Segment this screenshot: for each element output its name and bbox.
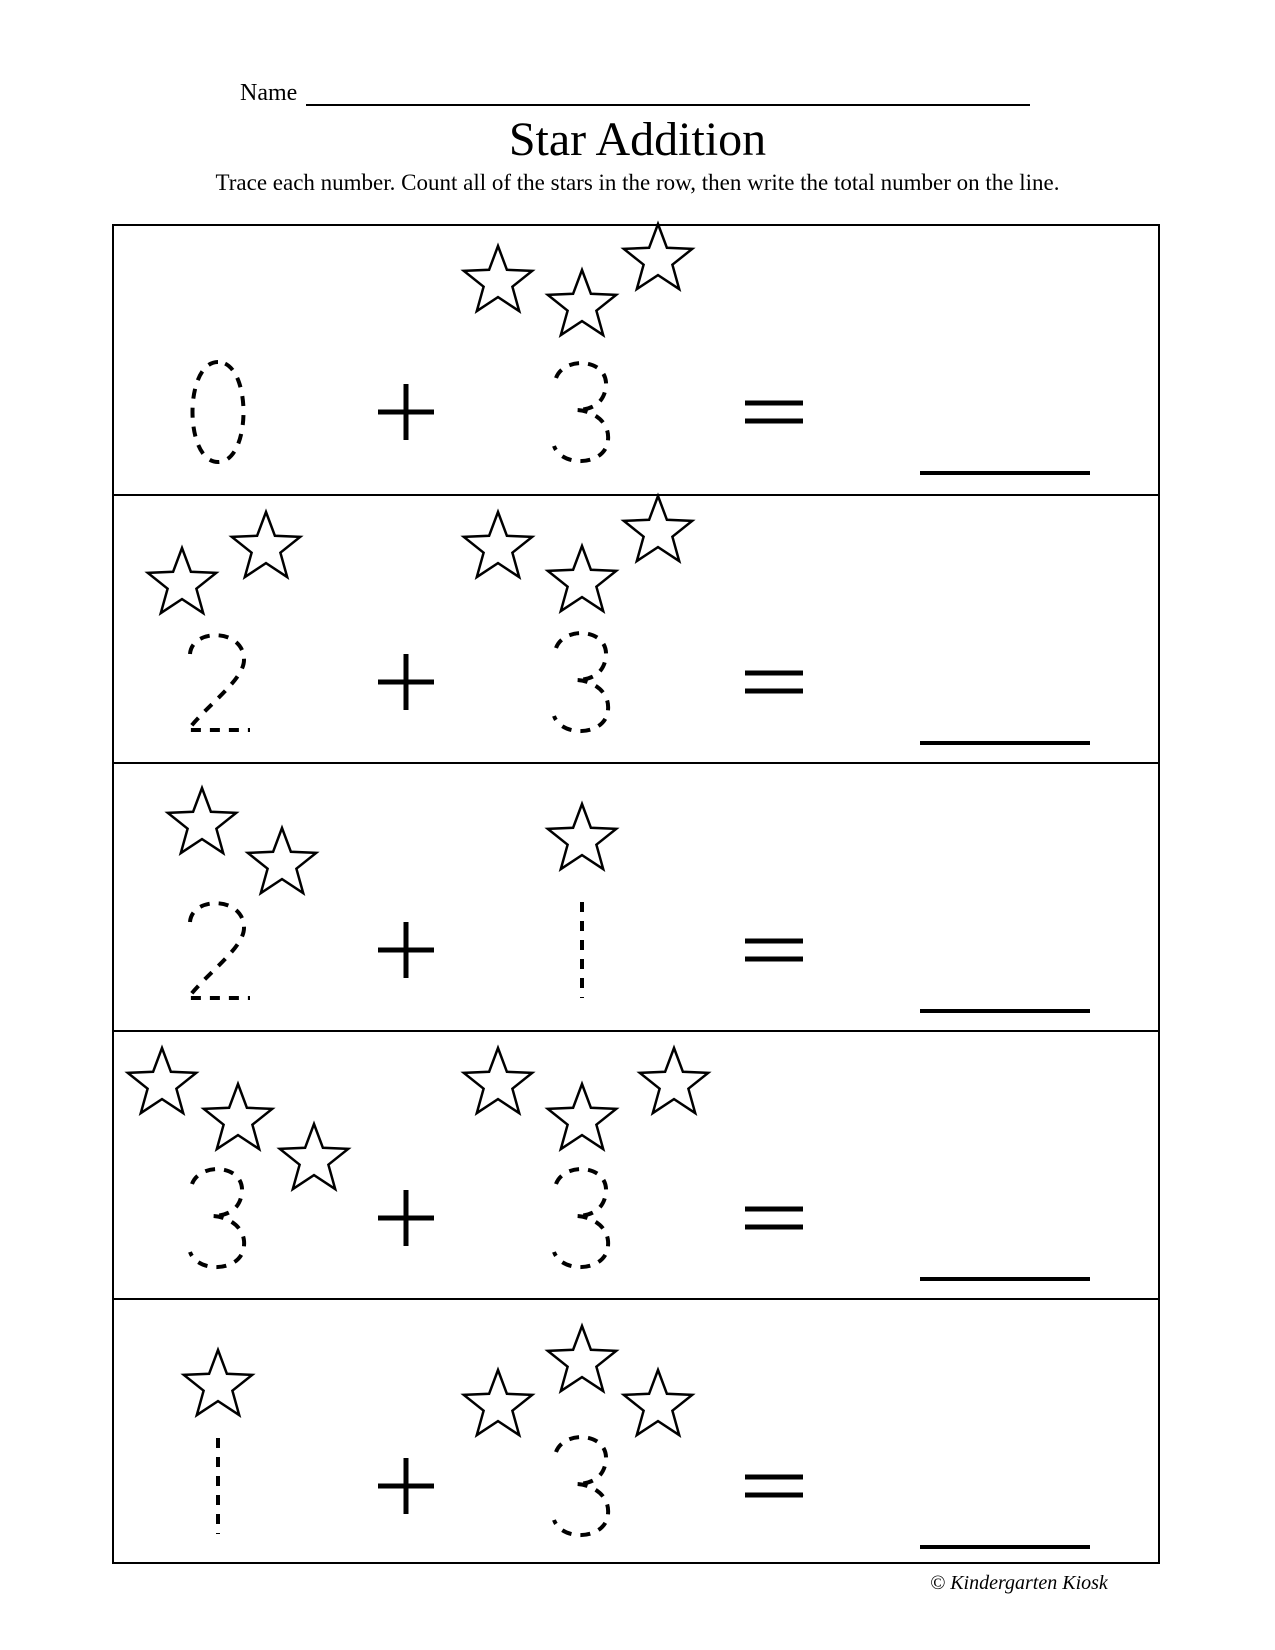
star-icon-a	[232, 512, 300, 577]
problem-row	[114, 762, 1158, 1030]
star-icon-b	[624, 496, 692, 561]
star-icon-b	[624, 224, 692, 289]
answer-line[interactable]	[920, 741, 1090, 745]
star-icon-b	[464, 1048, 532, 1113]
problem-grid	[112, 224, 1160, 1564]
trace-digit-b[interactable]	[554, 633, 608, 731]
star-icon-b	[548, 270, 616, 335]
copyright: © Kindergarten Kiosk	[930, 1572, 1108, 1594]
trace-digit-a[interactable]	[188, 635, 250, 730]
trace-digit-b[interactable]	[554, 363, 608, 461]
star-icon-b	[548, 804, 616, 869]
star-icon-a	[148, 548, 216, 613]
trace-digit-a[interactable]	[190, 1169, 244, 1267]
plus-sign	[378, 384, 434, 440]
plus-sign	[378, 1458, 434, 1514]
name-input-line[interactable]	[306, 104, 1030, 106]
star-icon-b	[640, 1048, 708, 1113]
plus-sign	[378, 654, 434, 710]
trace-digit-a[interactable]	[193, 362, 244, 462]
plus-sign	[378, 1190, 434, 1246]
trace-digit-b[interactable]	[554, 1169, 608, 1267]
trace-digit-b[interactable]	[554, 1437, 608, 1535]
equals-sign	[745, 403, 803, 421]
answer-line[interactable]	[920, 471, 1090, 475]
problem-graphic	[114, 226, 1158, 494]
star-icon-b	[548, 546, 616, 611]
trace-digit-a[interactable]	[188, 903, 250, 998]
problem-row	[114, 1030, 1158, 1298]
page-title: Star Addition	[508, 113, 767, 166]
problem-row	[114, 226, 1158, 494]
equals-sign	[745, 941, 803, 959]
star-icon-b	[624, 1370, 692, 1435]
answer-line[interactable]	[920, 1277, 1090, 1281]
equals-sign	[745, 1477, 803, 1495]
star-icon-a	[168, 788, 236, 853]
equals-sign	[745, 673, 803, 691]
star-icon-a	[204, 1084, 272, 1149]
equals-sign	[745, 1209, 803, 1227]
name-row	[240, 78, 1040, 110]
star-icon-b	[548, 1326, 616, 1391]
plus-sign	[378, 922, 434, 978]
problem-graphic	[114, 496, 1158, 764]
problem-row	[114, 1298, 1158, 1566]
problem-row	[114, 494, 1158, 762]
star-icon-a	[280, 1124, 348, 1189]
star-icon-a	[184, 1350, 252, 1415]
problem-graphic	[114, 1032, 1158, 1300]
name-label: Name	[240, 80, 298, 106]
problem-graphic	[114, 764, 1158, 1032]
problem-graphic	[114, 1300, 1158, 1568]
instructions: Trace each number. Count all of the stars in the row, then write the total number on the line.	[215, 170, 1060, 195]
star-icon-b	[464, 1370, 532, 1435]
star-icon-a	[248, 828, 316, 893]
star-icon-b	[464, 246, 532, 311]
star-icon-a	[128, 1048, 196, 1113]
star-icon-b	[464, 512, 532, 577]
star-icon-b	[548, 1084, 616, 1149]
answer-line[interactable]	[920, 1545, 1090, 1549]
answer-line[interactable]	[920, 1009, 1090, 1013]
